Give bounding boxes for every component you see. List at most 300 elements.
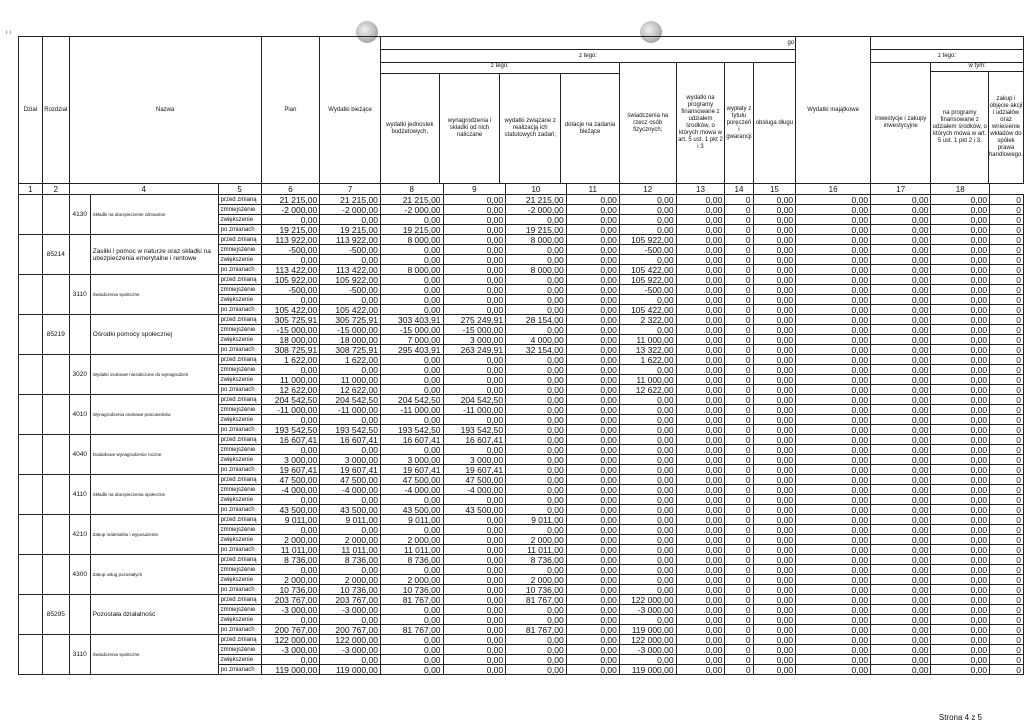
amount-cell: 43 500,00 [380, 505, 443, 515]
amount-cell: 0,00 [506, 375, 567, 385]
header-w-tym: w tym: [931, 63, 1023, 72]
amount-cell: 0,00 [871, 525, 931, 535]
amount-cell: 0,00 [753, 595, 796, 605]
amount-cell: 0,00 [753, 265, 796, 275]
amount-cell: 0,00 [931, 335, 990, 345]
amount-cell: 21 215,00 [380, 195, 443, 205]
amount-cell: 28 154,00 [506, 315, 567, 325]
amount-cell: 0,00 [871, 235, 931, 245]
amount-cell: 8 736,00 [506, 555, 567, 565]
position-name: Świadczenia społeczne [90, 275, 218, 315]
amount-cell: 47 500,00 [320, 475, 381, 485]
rozdzial-code [42, 395, 69, 435]
amount-cell: 0 [990, 495, 1024, 505]
amount-cell: 0,00 [931, 455, 990, 465]
amount-cell: 43 500,00 [261, 505, 320, 515]
column-number: 6 [261, 184, 320, 195]
amount-cell: 0 [725, 375, 753, 385]
dzial-cell [19, 635, 43, 675]
amount-cell: 0 [725, 195, 753, 205]
change-type-label: zwiększenie [218, 335, 261, 345]
amount-cell: 0,00 [753, 205, 796, 215]
amount-cell: 0 [990, 365, 1024, 375]
paragraf-code [69, 595, 90, 635]
amount-cell: 0,00 [871, 635, 931, 645]
amount-cell: 0,00 [796, 445, 871, 455]
amount-cell: 0,00 [676, 315, 725, 325]
amount-cell: 0,00 [871, 315, 931, 325]
amount-cell: 0,00 [443, 515, 506, 525]
amount-cell: 19 215,00 [320, 225, 381, 235]
amount-cell: 7 000,00 [380, 335, 443, 345]
amount-cell: 0,00 [753, 415, 796, 425]
amount-cell: 0,00 [796, 545, 871, 555]
amount-cell: 204 542,50 [443, 395, 506, 405]
amount-cell: 0,00 [753, 375, 796, 385]
amount-cell: 0,00 [931, 605, 990, 615]
amount-cell: 0,00 [380, 255, 443, 265]
change-type-label: zwiększenie [218, 655, 261, 665]
amount-cell: 0,00 [261, 445, 320, 455]
amount-cell: 0 [725, 595, 753, 605]
amount-cell: 0,00 [320, 415, 381, 425]
amount-cell: 0,00 [753, 445, 796, 455]
amount-cell: -3 000,00 [320, 645, 381, 655]
amount-cell: 0,00 [676, 535, 725, 545]
amount-cell: 2 322,00 [619, 315, 676, 325]
amount-cell: 0,00 [566, 465, 619, 475]
amount-cell: 0,00 [506, 615, 567, 625]
column-number: 13 [676, 184, 725, 195]
amount-cell: 0 [725, 225, 753, 235]
column-number: 14 [725, 184, 753, 195]
amount-cell: 0 [725, 335, 753, 345]
amount-cell: 122 000,00 [320, 635, 381, 645]
dzial-cell [19, 315, 43, 355]
amount-cell: 0 [990, 375, 1024, 385]
amount-cell: 0,00 [871, 335, 931, 345]
amount-cell: -4 000,00 [380, 485, 443, 495]
amount-cell: 0 [725, 665, 753, 675]
amount-cell: 122 000,00 [619, 595, 676, 605]
table-row [19, 395, 1024, 405]
amount-cell: 0,00 [753, 665, 796, 675]
amount-cell: 11 000,00 [261, 375, 320, 385]
amount-cell: 0,00 [320, 445, 381, 455]
amount-cell: 0,00 [261, 655, 320, 665]
amount-cell: 0,00 [380, 375, 443, 385]
amount-cell: -2 000,00 [320, 205, 381, 215]
amount-cell: 0,00 [753, 495, 796, 505]
amount-cell: 0,00 [796, 515, 871, 525]
amount-cell: 0,00 [506, 485, 567, 495]
amount-cell: 0,00 [931, 485, 990, 495]
rozdzial-code [42, 355, 69, 395]
amount-cell: 113 422,00 [261, 265, 320, 275]
position-name: Zasiłki i pomoc w naturze oraz składki na ubezpieczenia emerytalne i rentowe [90, 235, 218, 275]
amount-cell: 0,00 [443, 605, 506, 615]
amount-cell: 0 [725, 575, 753, 585]
amount-cell: 81 767,00 [506, 625, 567, 635]
amount-cell: 47 500,00 [443, 475, 506, 485]
amount-cell: 18 000,00 [320, 335, 381, 345]
amount-cell: 0,00 [566, 585, 619, 595]
amount-cell: 0,00 [320, 615, 381, 625]
change-type-label: zmniejszenie [218, 245, 261, 255]
amount-cell: 3 000,00 [443, 335, 506, 345]
column-number: 1 [19, 184, 43, 195]
table-row [19, 235, 1024, 245]
change-type-label: po zmianach [218, 345, 261, 355]
amount-cell: 0,00 [566, 525, 619, 535]
amount-cell: 0,00 [676, 485, 725, 495]
dzial-cell [19, 475, 43, 515]
amount-cell: 9 011,00 [506, 515, 567, 525]
amount-cell: 0,00 [931, 465, 990, 475]
amount-cell: 0 [725, 275, 753, 285]
amount-cell: 16 607,41 [380, 435, 443, 445]
column-number: 5 [218, 184, 261, 195]
amount-cell: 200 767,00 [320, 625, 381, 635]
header-na-programy: na programy finansowane z udziałem środków, o których mowa w art. 5 ust. 1 pkt 2 i 3. [931, 72, 989, 183]
amount-cell: 0,00 [443, 305, 506, 315]
amount-cell: 0,00 [796, 405, 871, 415]
change-type-label: przed zmianą [218, 595, 261, 605]
amount-cell: 0,00 [931, 265, 990, 275]
budget-table-wrap [18, 36, 1024, 675]
amount-cell: 0,00 [506, 275, 567, 285]
paragraf-code: 3110 [69, 635, 90, 675]
amount-cell: -500,00 [619, 285, 676, 295]
amount-cell: 0,00 [261, 525, 320, 535]
amount-cell: 0,00 [871, 655, 931, 665]
amount-cell: 0,00 [796, 355, 871, 365]
amount-cell: 0,00 [796, 245, 871, 255]
amount-cell: 0,00 [931, 375, 990, 385]
amount-cell: 16 607,41 [261, 435, 320, 445]
amount-cell: 0,00 [753, 385, 796, 395]
amount-cell: 0,00 [753, 215, 796, 225]
amount-cell: 0 [725, 255, 753, 265]
amount-cell: -15 000,00 [261, 325, 320, 335]
header-plan: Plan [261, 37, 320, 184]
amount-cell: 0,00 [796, 595, 871, 605]
change-type-label: przed zmianą [218, 635, 261, 645]
amount-cell: 0 [990, 605, 1024, 615]
amount-cell: 0,00 [566, 615, 619, 625]
amount-cell: 0,00 [380, 295, 443, 305]
table-row [19, 275, 1024, 285]
amount-cell: 105 922,00 [261, 275, 320, 285]
position-name: Zakup materiałów i wyposażenia [90, 515, 218, 555]
dzial-cell [19, 555, 43, 595]
amount-cell: 0,00 [931, 665, 990, 675]
amount-cell: 0,00 [443, 545, 506, 555]
amount-cell: 12 622,00 [261, 385, 320, 395]
amount-cell: 0,00 [676, 325, 725, 335]
amount-cell: 0,00 [380, 495, 443, 505]
amount-cell: 0 [725, 625, 753, 635]
amount-cell: 0,00 [753, 345, 796, 355]
amount-cell: 21 215,00 [506, 195, 567, 205]
amount-cell: 0,00 [443, 245, 506, 255]
amount-cell: 0,00 [443, 235, 506, 245]
amount-cell: 200 767,00 [261, 625, 320, 635]
amount-cell: 0,00 [380, 655, 443, 665]
amount-cell: 105 422,00 [320, 305, 381, 315]
amount-cell: 0,00 [566, 665, 619, 675]
header-poreczenia: wypłaty z tytułu poręczeń i gwarancji [725, 63, 753, 184]
amount-cell: 0,00 [676, 425, 725, 435]
amount-cell: 0,00 [619, 325, 676, 335]
amount-cell: 0 [990, 565, 1024, 575]
amount-cell: 0,00 [506, 215, 567, 225]
amount-cell: 0,00 [619, 495, 676, 505]
change-type-label: zmniejszenie [218, 405, 261, 415]
amount-cell: 0 [725, 545, 753, 555]
paragraf-code [69, 315, 90, 355]
amount-cell: 0,00 [443, 285, 506, 295]
amount-cell: 0,00 [676, 405, 725, 415]
amount-cell: 0,00 [676, 305, 725, 315]
amount-cell: 0,00 [676, 295, 725, 305]
amount-cell: 0,00 [566, 535, 619, 545]
amount-cell: 0,00 [506, 425, 567, 435]
change-type-label: po zmianach [218, 265, 261, 275]
amount-cell: 0,00 [619, 535, 676, 545]
amount-cell: 0,00 [796, 335, 871, 345]
amount-cell: 0,00 [796, 365, 871, 375]
amount-cell: 0,00 [676, 435, 725, 445]
change-type-label: po zmianach [218, 465, 261, 475]
amount-cell: 2 000,00 [380, 575, 443, 585]
amount-cell: 0,00 [871, 365, 931, 375]
amount-cell: 0,00 [443, 445, 506, 455]
amount-cell: 0,00 [443, 385, 506, 395]
amount-cell: 12 622,00 [320, 385, 381, 395]
amount-cell: 0,00 [676, 585, 725, 595]
amount-cell: 0,00 [619, 505, 676, 515]
amount-cell: 0,00 [619, 405, 676, 415]
amount-cell: 0,00 [566, 445, 619, 455]
amount-cell: 0 [990, 285, 1024, 295]
amount-cell: 0 [725, 505, 753, 515]
amount-cell: 0 [725, 465, 753, 475]
amount-cell: 0,00 [676, 265, 725, 275]
amount-cell: 0,00 [566, 295, 619, 305]
amount-cell: 0,00 [753, 405, 796, 415]
amount-cell: 0,00 [506, 505, 567, 515]
amount-cell: 0,00 [443, 665, 506, 675]
amount-cell: 0,00 [796, 665, 871, 675]
amount-cell: 105 422,00 [261, 305, 320, 315]
amount-cell: 0,00 [380, 275, 443, 285]
amount-cell: 0,00 [506, 405, 567, 415]
amount-cell: 0,00 [619, 435, 676, 445]
amount-cell: 0,00 [871, 395, 931, 405]
amount-cell: 0,00 [566, 325, 619, 335]
amount-cell: 0 [990, 415, 1024, 425]
amount-cell: -15 000,00 [320, 325, 381, 335]
amount-cell: 9 011,00 [320, 515, 381, 525]
amount-cell: 0,00 [261, 615, 320, 625]
amount-cell: 0,00 [931, 475, 990, 485]
amount-cell: 0 [725, 585, 753, 595]
change-type-label: zwiększenie [218, 215, 261, 225]
header-z-tego-right: z tego: [871, 50, 1024, 63]
amount-cell: 0 [990, 545, 1024, 555]
paragraf-code: 4110 [69, 475, 90, 515]
amount-cell: 0,00 [676, 545, 725, 555]
amount-cell: 193 542,50 [443, 425, 506, 435]
amount-cell: 0,00 [796, 525, 871, 535]
amount-cell: 0 [725, 345, 753, 355]
amount-cell: 0 [990, 315, 1024, 325]
amount-cell: 0,00 [871, 425, 931, 435]
amount-cell: 0 [725, 555, 753, 565]
amount-cell: 0 [990, 535, 1024, 545]
rozdzial-code: 85295 [42, 595, 69, 635]
header-inwestycje: inwestycje i zakupy inwestycyjne [871, 63, 931, 184]
amount-cell: 0,00 [676, 365, 725, 375]
amount-cell: 0,00 [619, 545, 676, 555]
amount-cell: 0,00 [871, 665, 931, 675]
amount-cell: 0,00 [871, 245, 931, 255]
amount-cell: 0,00 [261, 295, 320, 305]
amount-cell: 0,00 [566, 595, 619, 605]
amount-cell: 0,00 [443, 415, 506, 425]
amount-cell: 308 725,91 [320, 345, 381, 355]
amount-cell: 0 [990, 645, 1024, 655]
amount-cell: 0,00 [443, 225, 506, 235]
amount-cell: 0,00 [753, 505, 796, 515]
amount-cell: 0,00 [261, 415, 320, 425]
amount-cell: 0,00 [443, 255, 506, 265]
amount-cell: 0,00 [506, 295, 567, 305]
amount-cell: 0,00 [566, 515, 619, 525]
amount-cell: 0,00 [753, 575, 796, 585]
rozdzial-code [42, 635, 69, 675]
header-wydatki-majatkowe: Wydatki majątkowe [796, 37, 871, 184]
amount-cell: 0 [990, 635, 1024, 645]
rozdzial-code [42, 475, 69, 515]
amount-cell: 0,00 [380, 385, 443, 395]
table-row [19, 315, 1024, 325]
amount-cell: 3 000,00 [443, 455, 506, 465]
amount-cell: 0 [990, 335, 1024, 345]
change-type-label: zwiększenie [218, 535, 261, 545]
amount-cell: 0,00 [931, 575, 990, 585]
amount-cell: 0,00 [506, 665, 567, 675]
amount-cell: 0,00 [931, 215, 990, 225]
amount-cell: 0,00 [566, 455, 619, 465]
amount-cell: 21 215,00 [320, 195, 381, 205]
change-type-label: zwiększenie [218, 255, 261, 265]
amount-cell: 0,00 [566, 395, 619, 405]
amount-cell: 0 [725, 365, 753, 375]
amount-cell: 0,00 [796, 575, 871, 585]
amount-cell: 0,00 [871, 475, 931, 485]
amount-cell: 0,00 [676, 235, 725, 245]
amount-cell: 2 000,00 [261, 575, 320, 585]
amount-cell: 0,00 [796, 315, 871, 325]
amount-cell: 105 922,00 [320, 275, 381, 285]
amount-cell: 0,00 [931, 195, 990, 205]
amount-cell: 0 [725, 655, 753, 665]
column-number: 16 [796, 184, 871, 195]
column-number: 10 [506, 184, 567, 195]
amount-cell: 0,00 [566, 225, 619, 235]
amount-cell: 0,00 [566, 545, 619, 555]
amount-cell: 0,00 [619, 215, 676, 225]
amount-cell: 0 [725, 305, 753, 315]
change-type-label: zmniejszenie [218, 565, 261, 575]
column-number: 4 [69, 184, 218, 195]
amount-cell: 0,00 [753, 295, 796, 305]
dzial-cell [19, 395, 43, 435]
header-dzial: Dział [19, 37, 43, 184]
amount-cell: 0,00 [619, 475, 676, 485]
amount-cell: 0,00 [676, 655, 725, 665]
amount-cell: 0,00 [566, 215, 619, 225]
amount-cell: 0,00 [676, 635, 725, 645]
amount-cell: 18 000,00 [261, 335, 320, 345]
amount-cell: 0 [725, 405, 753, 415]
amount-cell: 0,00 [931, 275, 990, 285]
amount-cell: -500,00 [320, 285, 381, 295]
amount-cell: 0,00 [676, 595, 725, 605]
amount-cell: 11 000,00 [619, 335, 676, 345]
amount-cell: 0,00 [796, 285, 871, 295]
amount-cell: 203 767,00 [320, 595, 381, 605]
amount-cell: 0 [725, 525, 753, 535]
amount-cell: 0,00 [566, 635, 619, 645]
amount-cell: 0,00 [796, 635, 871, 645]
amount-cell: 0,00 [566, 555, 619, 565]
amount-cell: 0 [990, 615, 1024, 625]
amount-cell: 0,00 [566, 645, 619, 655]
amount-cell: 0,00 [566, 355, 619, 365]
amount-cell: 0,00 [753, 425, 796, 435]
amount-cell: 0,00 [380, 665, 443, 675]
amount-cell: 0,00 [871, 535, 931, 545]
table-row [19, 355, 1024, 365]
amount-cell: 0 [990, 625, 1024, 635]
amount-cell: 0 [725, 285, 753, 295]
amount-cell: 0,00 [796, 465, 871, 475]
amount-cell: 0 [990, 595, 1024, 605]
amount-cell: 0,00 [566, 425, 619, 435]
amount-cell: 0,00 [753, 275, 796, 285]
amount-cell: 0,00 [931, 205, 990, 215]
amount-cell: 11 011,00 [320, 545, 381, 555]
amount-cell: 0 [725, 385, 753, 395]
amount-cell: 0,00 [566, 265, 619, 275]
amount-cell: 0,00 [261, 495, 320, 505]
amount-cell: 0,00 [506, 305, 567, 315]
amount-cell: 0,00 [566, 345, 619, 355]
amount-cell: -11 000,00 [320, 405, 381, 415]
amount-cell: 0 [990, 655, 1024, 665]
change-type-label: przed zmianą [218, 275, 261, 285]
position-name: Świadczenia społeczne [90, 635, 218, 675]
amount-cell: 10 736,00 [380, 585, 443, 595]
amount-cell: 0 [725, 205, 753, 215]
amount-cell: 0,00 [796, 235, 871, 245]
amount-cell: 0,00 [871, 455, 931, 465]
amount-cell: 0,00 [753, 305, 796, 315]
amount-cell: 0,00 [931, 365, 990, 375]
